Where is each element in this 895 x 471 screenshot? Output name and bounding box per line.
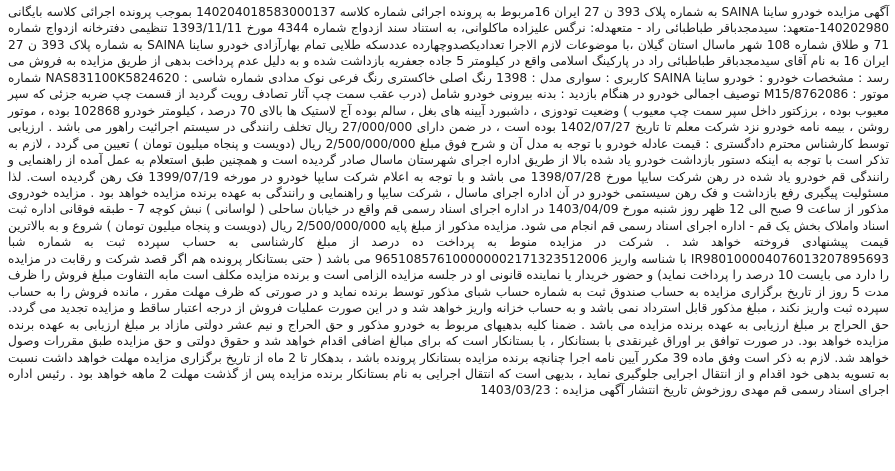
auction-notice-text: آگهی مزایده خودرو ساینا SAINA به شماره پلاک 393 ن 27 ایران 16مربوط به پرونده اجرائی شماره کلاسه 140204018583000137 بموجب پرونده اجرائی کلاسه بایگانی 140202980-متعهد: سیدمجدباقر طباطبائی راد - متعهدله: نرگس علیزاده ماکلوانی، به استناد سند ازدواج شماره 4344 مورخ 1393/11/11 تنظیمی دفترخانه ازدواج شماره 71 و طلاق شماره 108 شهر ماسال استان گیلان ،با موضوعات لازم الاجرا تعدادیکصدوچهارده عددسکه طلایی تمام بهارآزادی خودرو ساینا SAINA به شماره پلاک 393 ن 27 ایران 16 به نام آقای سیدمجدباقر طباطبائی راد در پارکینگ اسلامی واقع در کیلومتر 5 جاده جعفریه بازداشت شده و به دلیل عدم پرداخت بدهی از طریق مزایده به فروش می رسد : مشخصات خودرو : خودرو ساینا SAINA کاربری : سواری مدل : 1398 رنگ اصلی خاکستری رنگ فرعی نوک مدادی شماره شاسی : NAS831100K5824620 شماره موتور : M15/8762086 توصیف اجمالی خودرو در هنگام بازدید : بدنه بیرونی خودرو شامل (درب عقب سمت چپ آثار تصادف رویت گردید از قسمت چپ ضربه جزئی که سپر معیوب بوده ، برزکتور داخل سپر سمت چپ معیوب ) وضعیت تودوزی ، داشبورد آیینه های بغل ، سالم بوده آج لاستیک ها بالای 70 درصد ، کیلومتر خودرو 102868 بوده ، موتور روشن ، بیمه نامه خودرو نزد شرکت معلم تا تاریخ 1402/07/27 بوده است ، در ضمن دارای 27/000/000 ریال تخلف رانندگی در سیستم اجرائیت راهور می باشد . ارزیابی توسط کارشناس محترم دادگستری : قیمت عادله خودرو با توجه به مدل آن و شرح فوق مبلغ 2/500/000/000 ریال (دویست و پنجاه میلیون تومان ) تعیین می گردد ، لازم به تذکر است با توجه به اینکه دستور بازداشت خودرو یاد شده بالا از طریق اداره اجرای شهرستان ماسال صادر گردیده است و همچنین طبق استعلام به عمل آمده از راهنمایی و رانندگی قم خودرو یاد شده در رهن شرکت سایپا مورخ 1398/07/28 می باشد و با توجه به اعلام شرکت سایپا خودرو در مورخه 1399/07/19 فک رهن گردیده است. لذا مسئولیت پیگیری رفع بازداشت و فک رهن سیستمی خودرو در آن اداره اجرای ماسال ، شرکت سایپا و راهنمایی و رانندگی به عهده برنده مزایده خواهد بود . مزایده خودروی مذکور از ساعت 9 صبح الی 12 ظهر روز شنبه مورخ 1403/04/09 در اداره اجرای اسناد رسمی قم واقع در خیابان ساحلی ( لواسانی ) نبش کوچه 7 - طبقه فوقانی اداره ثبت اسناد واملاک بخش یک قم - اداره اجرای اسناد رسمی قم انجام می شود. مزایده مذکور از مبلغ پایه 2/500/000/000 ریال (دویست و پنجاه میلیون تومان ) شروع و به بالاترین قیمت پیشنهادی فروخته خواهد شد . شرکت در مزایده منوط به پرداخت ده درصد از مبلغ کارشناسی به حساب سپرده ثبت به شماره شبا IR980100004076013207895693 با شناسه واریز 965108576100000002171323512006 می باشد ( حتی بستانکار پرونده هم اگر قصد شرکت و رقابت در مزایده را دارد می بایست 10 درصد را پرداخت نماید) و حضور خریدار یا نماینده قانونی او در جلسه مزایده الزامی است و برنده مزایده مکلف است مابه التفاوت مبلغ فروش را ظرف مدت 5 روز از تاریخ برگزاری مزایده به حساب صندوق ثبت به شماره حساب شبای مذکور توسط برنده نماید و در صورتی که ظرف مهلت مقرر ، مانده فروش را به حساب سپرده ثبت واریز نکند ، مبلغ مذکور قابل استرداد نمی باشد و به حساب خزانه واریز خواهد شد و در این صورت عملیات فروش از درجه اعتبار ساقط و مزایده تجدید می گردد. حق الحراج بر مبلغ ارزیابی به عهده برنده مزایده می باشد . ضمنا کلیه بدهیهای مربوط به خودرو مذکور و حق الحراج و نیم عشر دولتی مازاد بر مبلغ ارزیابی به عهده برنده مزایده خواهد بود. در صورت توافق بر اوراق غیرنقدی با بستانکار ، با بستانکار است که برای مبالغ اضافی اقدام خواهد شد و حقوق دولتی و حق مزایده طبق مقررات وصول خواهد شد. لازم به ذکر است وفق ماده 39 مکرر آیین نامه اجرا چنانچه برنده مزایده بستانکار پرونده باشد ، بدهکار تا 2 ماه از تاریخ برگزاری مزایده مهلت خواهد داشت نسبت به تسویه بدهی خود اقدام و از انتقال اجرایی جلوگیری نماید ، بدیهی است که انتقال اجرایی به نام بستانکار برنده مزایده پس از گذشت مهلت 2 ماهه خواهد بود . رئیس اداره اجرای اسناد رسمی قم مهدی روزخوش تاریخ انتشار آگهی مزایده : 1403/03/23 — [8, 5, 890, 398]
